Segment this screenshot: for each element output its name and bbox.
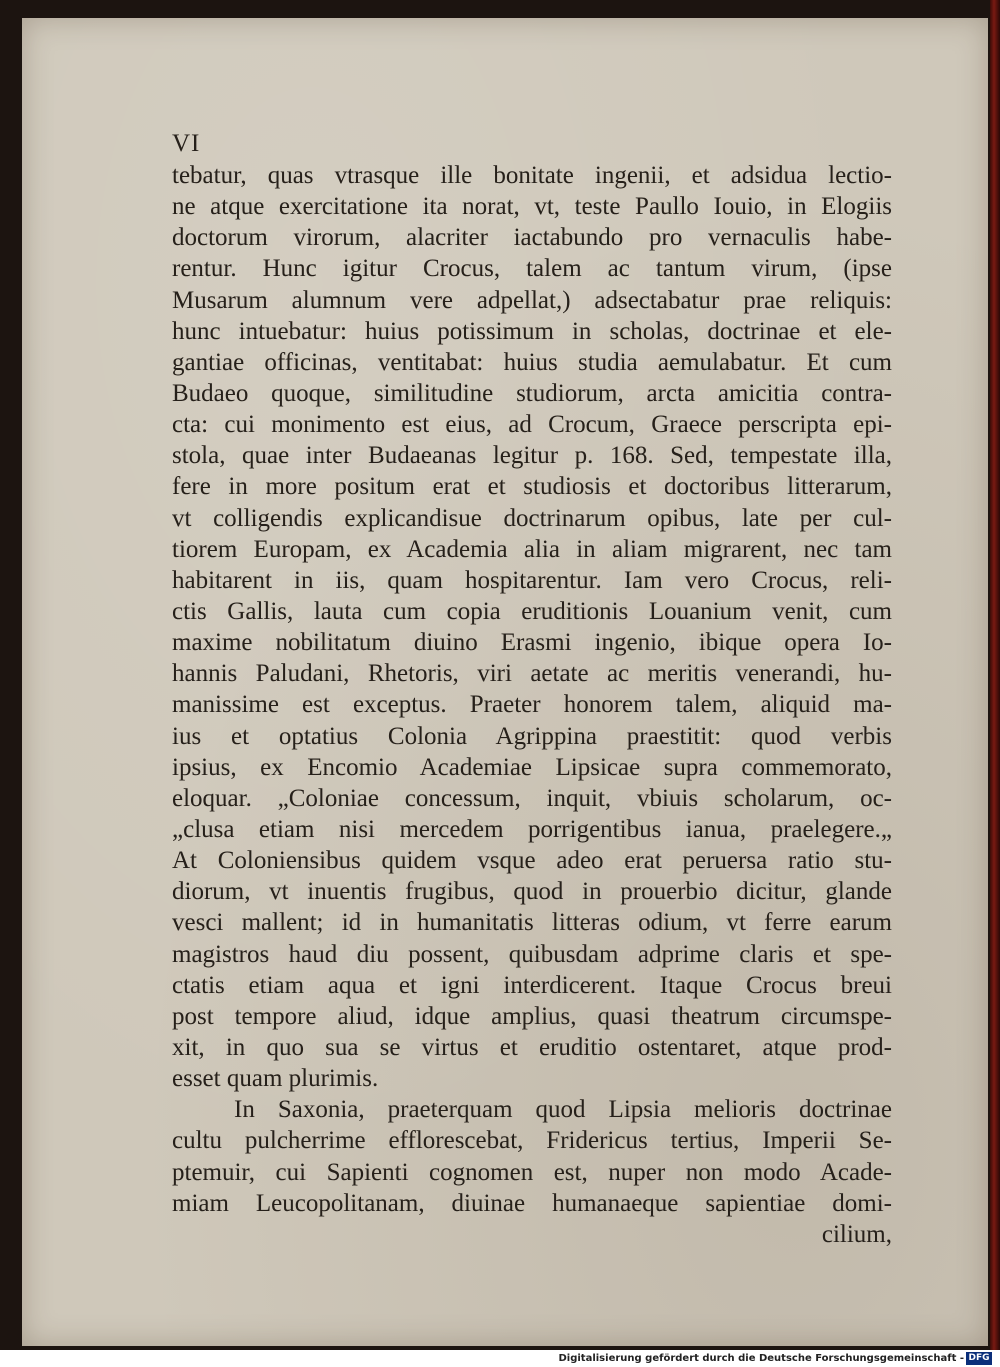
text-line: gantiae officinas, ventitabat: huius studia aemulabatur. Et cum [172,348,892,376]
page-number: VI [172,130,201,157]
text-line: diorum, vt inuentis frugibus, quod in prouerbio dicitur, glande [172,878,892,906]
text-line: ctis Gallis, lauta cum copia eruditionis Louanium venit, cum [172,597,892,625]
text-line: manissime est exceptus. Praeter honorem talem, aliquid ma- [172,691,892,719]
text-line: ptemuir, cui Sapienti cognomen est, nuper non modo Acade- [172,1158,892,1186]
footer-credit: Digitalisierung gefördert durch die Deutsche Forschungsgemeinschaft - [558,1353,964,1364]
text-line: miam Leucopolitanam, diuinae humanaeque sapientiae domi- [172,1189,892,1217]
dfg-logo-icon: DFG [966,1352,992,1365]
text-line: xit, in quo sua se virtus et eruditio ostentaret, atque prod- [172,1033,892,1061]
text-line: fere in more positum erat et studiosis et doctoribus litterarum, [172,473,892,501]
text-line: ipsius, ex Encomio Academiae Lipsicae supra commemorato, [172,753,892,781]
text-line: esset quam plurimis. [172,1065,379,1093]
text-line: „clusa etiam nisi mercedem porrigentibus ianua, praelegere.„ [172,815,892,843]
body-text [172,160,892,1250]
text-line: hunc intuebatur: huius potissimum in scholas, doctrinae et ele- [172,317,892,345]
text-line: In Saxonia, praeterquam quod Lipsia melioris doctrinae [234,1096,892,1124]
text-line: hannis Paludani, Rhetoris, viri aetate ac meritis venerandi, hu- [172,660,892,688]
text-line: magistros haud diu possent, quibusdam adprime claris et spe- [172,940,892,968]
text-line: tebatur, quas vtrasque ille bonitate ingenii, et adsidua lectio- [172,162,892,189]
text-line: vt colligendis explicandisue doctrinarum opibus, late per cul- [172,504,892,532]
text-line: post tempore aliud, idque amplius, quasi theatrum circumspe- [172,1002,892,1030]
text-line: cultu pulcherrime efflorescebat, Fridericus tertius, Imperii Se- [172,1127,892,1155]
text-line: cilium, [821,1220,892,1248]
text-line: vesci mallent; id in humanitatis litteras odium, vt ferre earum [172,909,892,937]
text-line: maxime nobilitatum diuino Erasmi ingenio, ibique opera Io- [172,629,892,657]
text-line: ne atque exercitatione ita norat, vt, teste Paullo Iouio, in Elogiis [172,193,892,221]
text-line: At Coloniensibus quidem vsque adeo erat peruersa ratio stu- [172,847,892,875]
text-line: ctatis etiam aqua et igni interdicerent. Itaque Crocus breui [172,971,892,999]
text-line: habitarent in iis, quam hospitarentur. Iam vero Crocus, reli- [172,566,892,594]
text-line: Musarum alumnum vere adpellat,) adsectabatur prae reliquis: [172,286,892,314]
text-line: Budaeo quoque, similitudine studiorum, arcta amicitia contra- [172,379,892,407]
text-line: tiorem Europam, ex Academia alia in aliam migrarent, nec tam [172,535,892,563]
text-line: cta: cui monimento est eius, ad Crocum, Graece perscripta epi- [172,411,892,439]
text-line: doctorum virorum, alacriter iactabundo pro vernaculis habe- [172,224,892,252]
text-line: eloquar. „Coloniae concessum, inquit, vbiuis scholarum, oc- [172,784,892,812]
text-line: rentur. Hunc igitur Crocus, talem ac tantum virum, (ipse [172,255,892,283]
text-line: stola, quae inter Budaeanas legitur p. 168. Sed, tempestate illa, [172,442,892,470]
book-edge [990,0,1000,1350]
text-line: ius et optatius Colonia Agrippina praestitit: quod verbis [172,722,892,750]
scanned-page [22,18,988,1346]
